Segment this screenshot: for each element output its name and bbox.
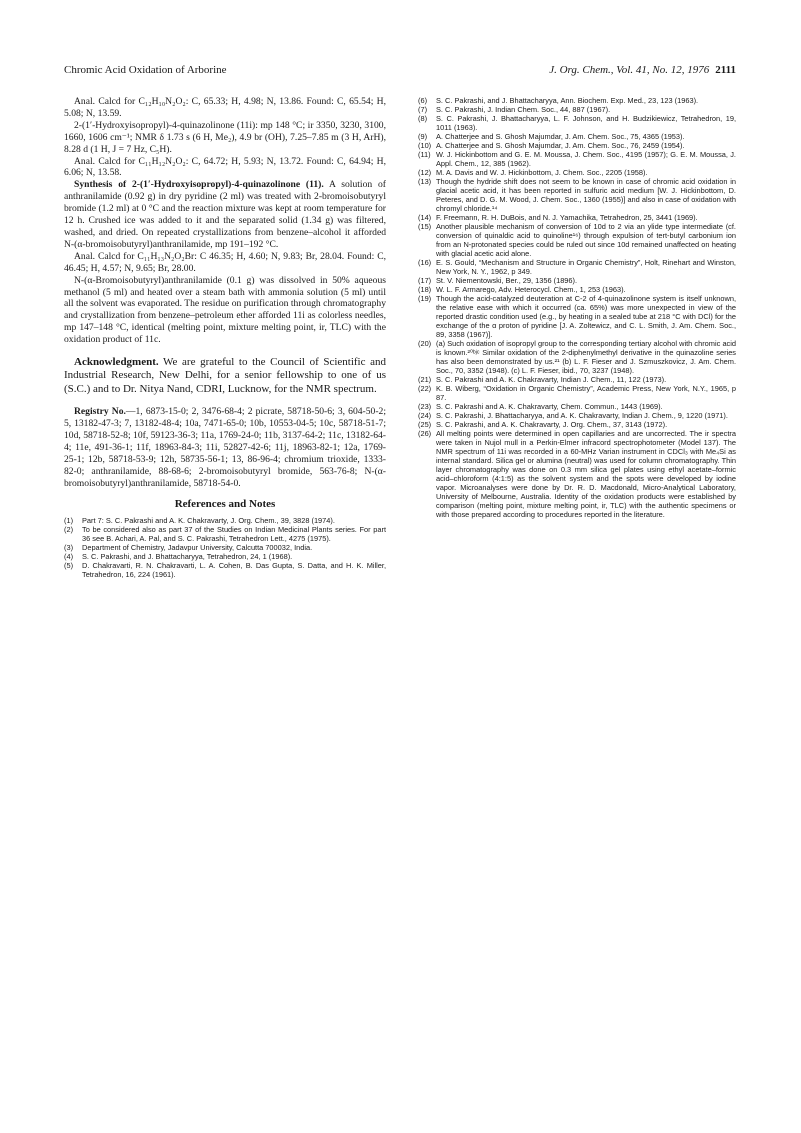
reference-item [418,114,736,132]
right-column [418,96,736,519]
reference-text: A. Chatterjee and S. Ghosh Majumdar, J. Am. Chem. Soc., 76, 2459 (1954). [436,141,685,150]
reference-item [418,294,736,339]
reference-item [418,177,736,213]
reference-number: (17) [418,276,432,285]
page-header [64,64,736,80]
reference-item [418,411,736,420]
registry-text: —1, 6873-15-0; 2, 3476-68-4; 2 picrate, 58718-50-6; 3, 604-50-2; 5, 13182-47-3; 7, 13182-48-4; 10a, 7471-65-0; 10b, 10553-04-5; 10c, 58718-51-7; 10d, 58718-52-8; 10f, 59123-36-3; 11a, 1769-24-0; 11b, 3137-64-2; 11c, 13182-64-4; 11e, 491-36-1; 11f, 18963-84-3; 11i, 52827-42-6; 11j, 18963-82-1; 12a, 1769-25-1; 12b, 58718-53-9; 12h, 58735-56-1; 13, 86-96-4; chromium trioxide, 1333-82-0; anthranilamide, 88-68-6; 2-bromoisobutyryl bromide, 563-76-8; N-(α-bromoisobutyryl)anthranilamide, 58718-54-0. [64,406,387,489]
reference-item [418,96,736,105]
anal-paragraph-2: Anal. Calcd for C₁₁H₁₂N₂O₂: C, 64.72; H, 5.93; N, 13.72. Found: C, 64.94; H, 6.06; N, 13.58. [64,155,386,179]
reference-text: S. C. Pakrashi, J. Indian Chem. Soc., 44, 887 (1967). [436,105,611,114]
reference-item [418,141,736,150]
reference-text: Though the hydride shift does not seem to be known in case of chromic acid oxidation in glacial acetic acid, it has been reported in sulfuric acid medium [W. J. Hickinbottom, D. Peteres, and D. G. M. Wood, J. Chem. Soc., 1360 (1955)] and also in case of oxidation with chromyl chloride.¹⁴ [436,177,736,213]
reference-text: S. C. Pakrashi, and A. K. Chakravarty, J. Org. Chem., 37, 3143 (1972). [436,420,668,429]
reference-number: (7) [418,105,428,114]
anal-paragraph-1: Anal. Calcd for C₁₂H₁₀N₂O₂: C, 65.33; H, 4.98; N, 13.86. Found: C, 65.54; H, 5.08; N, 13.59. [64,96,386,119]
reference-number: (11) [418,150,431,159]
reference-text: Department of Chemistry, Jadavpur University, Calcutta 700032, India. [82,542,313,552]
left-references-list [64,516,386,579]
reference-text: Another plausible mechanism of conversion of 10d to 2 via an ylide type intermediate (cf. conversion of quinaldic acid to quinoline¹⁶) through expulsion of tert-butyl carbonium ion from an N-protonated species could be ruled out since 10d remained unaffected on heating with glacial acetic acid alone. [436,222,736,258]
left-column [64,96,386,579]
reference-text: (a) Such oxidation of isopropyl group to the corresponding tertiary alcohol with chromic acid is known.²⁰ᵇʲᶜ Similar oxidation of the 2-diphenylmethyl derivative in the quinazoline series has also been demonstrated by us.²¹ (b) L. F. Fieser and J. Szmuszkovicz, J. Am. Chem. Soc., 70, 3352 (1948). (c) L. F. Fieser, ibid., 70, 3237 (1948). [436,339,736,375]
reference-item [418,339,736,375]
synthesis-heading: Synthesis of 2-(1′-Hydroxyisopropyl)-4-quinazolinone (11). [74,179,324,191]
journal-citation [549,64,736,76]
reference-item [418,168,736,177]
reference-number: (6) [418,96,428,105]
reference-text: S. C. Pakrashi, J. Bhattacharyya, and A. K. Chakravarty, Indian J. Chem., 9, 1220 (1971). [436,411,728,420]
reference-text: S. C. Pakrashi, and J. Bhattacharyya, Tetrahedron, 24, 1 (1968). [82,551,293,561]
reference-item [64,525,386,543]
reference-text: F. Freemann, R. H. DuBois, and N. J. Yamachika, Tetrahedron, 25, 3441 (1969). [436,213,698,222]
reference-item [418,375,736,384]
reference-item [418,105,736,114]
reference-item [418,384,736,402]
reference-number: (1) [64,515,74,525]
reference-number: (23) [418,402,432,411]
acknowledgment-text: We are grateful to the Council of Scientific and Industrial Research, New Delhi, for a senior fellowship to one of us (S.C.) and to Dr. Nitya Nand, CDRI, Lucknow, for the NMR spectrum. [64,356,386,395]
reference-text: All melting points were determined in open capillaries and are uncorrected. The ir spectra were taken in Nujol mull in a Perkin-Elmer infracord spectrophotometer (Model 137). The NMR spectrum of 11i was recorded in a 60-MHz Varian instrument in CDCl₃ with Me₄Si as internal standard. Silica gel or alumina (neutral) was used for column chromatography. Thin layer chromatography was done on 0.3 mm silica gel plates using ethyl acetate–formic acid–chloroform (4:1:5) as the solvent system and the spots were developed by iodine vapor. Microanalyses were done by Dr. R. D. Macdonald, Micro-Analytical Laboratory, University of Melbourne, Australia. Identity of the oxidation products were established by comparison (melting point, mixture melting point, ir, TLC) with the authentic specimens or with those prepared according to procedures reported in the literature. [436,429,736,519]
reference-item [418,213,736,222]
reference-item [64,552,386,561]
reference-item [64,561,386,579]
reference-number: (8) [418,114,428,123]
reference-text: S. C. Pakrashi and A. K. Chakravarty, Chem. Commun., 1443 (1969). [436,402,663,411]
reference-item [418,276,736,285]
reference-text: W. L. F. Armarego, Adv. Heterocycl. Chem., 1, 253 (1963). [436,285,626,294]
synthesis-text: A solution of anthranilamide (0.92 g) in dry pyridine (2 ml) was treated with 2-bromoisobutyryl bromide (1.2 ml) at 0 °C and the reaction mixture was kept at room temperature for 12 h. Crushed ice was added to it and the separated solid (1.34 g) was filtered, washed, and dried. On repeated crystallizations from benzene–alcohol it afforded N-(α-bromoisobutyryl)anthranilamide, mp 191–192 °C. [64,179,386,250]
reference-item [418,132,736,141]
page-number: 2111 [715,64,736,76]
reference-item [418,222,736,258]
reference-text: To be considered also as part 37 of the Studies on Indian Medicinal Plants series. For part 36 see B. Achari, A. Pal, and S. C. Pakrashi, Tetrahedron Lett., 4275 (1975). [82,524,386,543]
registry-paragraph [64,406,386,489]
reference-item [418,420,736,429]
reference-text: M. A. Davis and W. J. Hickinbottom, J. Chem. Soc., 2205 (1958). [436,168,648,177]
acknowledgment-paragraph [64,356,386,396]
reference-item [418,150,736,168]
reference-item [418,429,736,519]
reference-number: (15) [418,222,432,231]
reference-text: S. C. Pakrashi, J. Bhattacharyya, L. F. Johnson, and H. Budzikiewicz, Tetrahedron, 19, 1011 (1963). [436,114,736,132]
journal-name: J. Org. Chem., Vol. 41, No. 12, 1976 [549,64,710,76]
reference-item [418,285,736,294]
references-heading: References and Notes [174,497,276,510]
reference-number: (20) [418,339,432,348]
reference-item [64,516,386,525]
reference-number: (25) [418,420,432,429]
reference-text: W. J. Hickinbottom and G. E. M. Moussa, J. Chem. Soc., 4195 (1957); G. E. M. Moussa, J. Appl. Chem., 12, 385 (1962). [436,150,736,168]
reference-number: (10) [418,141,432,150]
reference-text: E. S. Gould, “Mechanism and Structure in Organic Chemistry”, Holt, Rinehart and Winston, New York, N. Y., 1962, p 349. [436,258,736,276]
reference-number: (21) [418,375,432,384]
running-title: Chromic Acid Oxidation of Arborine [64,64,227,76]
reference-text: K. B. Wiberg, “Oxidation in Organic Chemistry”, Academic Press, New York, N.Y., 1965, p 87. [436,384,736,402]
reference-number: (24) [418,411,432,420]
reference-number: (5) [64,560,74,570]
reference-number: (16) [418,258,432,267]
reference-item [418,402,736,411]
reference-number: (19) [418,294,432,303]
reference-item [418,258,736,276]
reference-number: (13) [418,177,432,186]
reference-number: (3) [64,542,74,552]
reference-number: (26) [418,429,432,438]
reference-number: (2) [64,524,74,534]
reference-text: Part 7: S. C. Pakrashi and A. K. Chakravarty, J. Org. Chem., 39, 3828 (1974). [82,515,335,525]
reference-text: S. C. Pakrashi and A. K. Chakravarty, Indian J. Chem., 11, 122 (1973). [436,375,667,384]
reference-text: Though the acid-catalyzed deuteration at C-2 of 4-quinazolinone system is itself unknown, the relative ease with which it occurred (ca. 65%) was more unexpected in view of the reported drastic condition used (e.g., by heating in a sealed tube at 218 °C with DCl) for the exchange of the α proton of pyridine [J. A. Zoltewicz, and C. L. Smith, J. Am. Chem. Soc., 89, 3358 (1967)]. [436,294,736,339]
reference-text: S. C. Pakrashi, and J. Bhattacharyya, Ann. Biochem. Exp. Med., 23, 123 (1963). [436,96,699,105]
registry-heading: Registry No. [74,406,126,418]
reference-number: (22) [418,384,432,393]
right-references-list [418,96,736,519]
reference-number: (18) [418,285,432,294]
acknowledgment-heading: Acknowledgment. [74,356,159,369]
reference-text: St. V. Niementowski, Ber., 29, 1356 (1896). [436,276,578,285]
reference-number: (9) [418,132,428,141]
reference-number: (4) [64,551,74,561]
compound-11i-paragraph: 2-(1′-Hydroxyisopropyl)-4-quinazolinone (11i): mp 148 °C; ir 3350, 3230, 3100, 1660, 1606 cm⁻¹; NMR δ 1.73 s (6 H, Me₂), 4.9 br (OH), 7.25–7.85 m (3 H, ArH), 8.28 d (1 H, J = 7 Hz, C₅H). [64,119,386,155]
reference-number: (14) [418,213,432,222]
reference-text: A. Chatterjee and S. Ghosh Majumdar, J. Am. Chem. Soc., 75, 4365 (1953). [436,132,685,141]
reference-item [64,543,386,552]
synthesis-paragraph [64,179,386,250]
reference-number: (12) [418,168,432,177]
bromo-paragraph: N-(α-Bromoisobutyryl)anthranilamide (0.1 g) was dissolved in 50% aqueous methanol (5 ml) and heated over a steam bath with ammonia solution (5 ml) until all the solvent was evaporated. The residue on purification through chromatography and crystallization from benzene–petroleum ether afforded 11i as colorless needles, mp 147–148 °C, identical (melting point, mixture melting point, ir, TLC) with the oxidation product of 11c. [64,274,386,346]
reference-text: D. Chakravarti, R. N. Chakravarti, L. A. Cohen, B. Das Gupta, S. Datta, and H. K. Miller, Tetrahedron, 16, 224 (1961). [82,560,386,579]
anal-paragraph-3: Anal. Calcd for C₁₁H₁₃N₂O₂Br: C 46.35; H, 4.60; N, 9.83; Br, 28.04. Found: C, 46.45; H, 4.57; N, 9.65; Br, 28.00. [64,250,386,274]
